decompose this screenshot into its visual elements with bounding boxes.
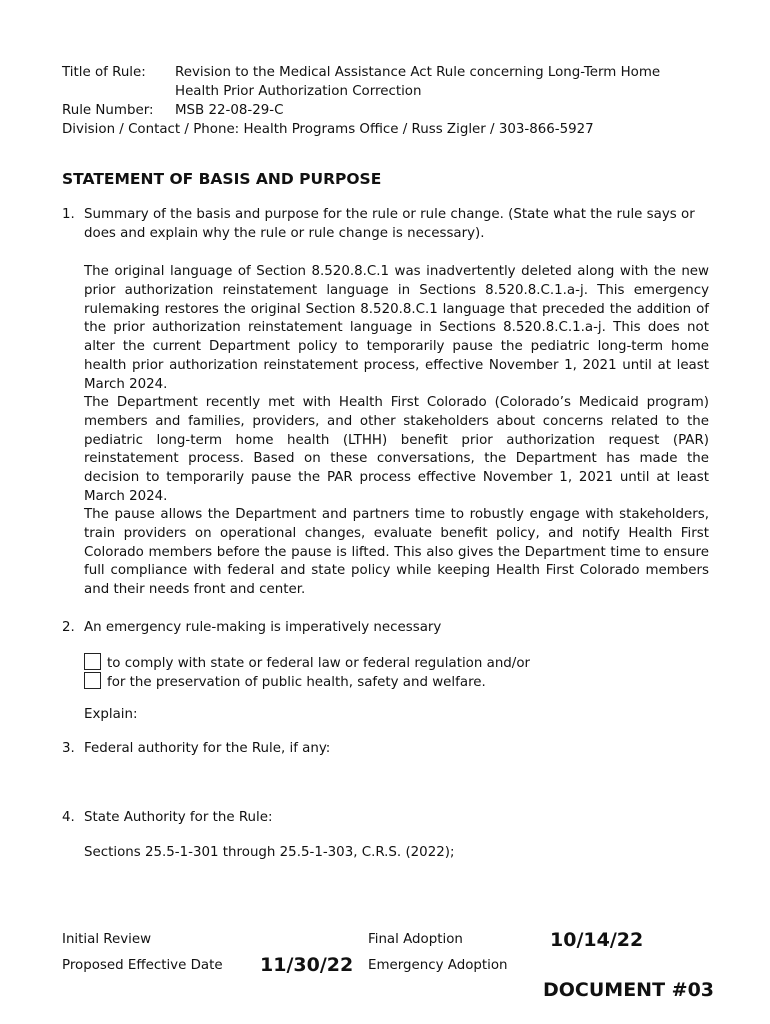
option-preservation-row: [84, 672, 486, 690]
contact-value: Health Programs Office / Russ Zigler / 303-866-5927: [243, 122, 594, 137]
item-2-number: 2.: [62, 620, 75, 635]
proposed-effective-date-label: Proposed Effective Date: [62, 958, 223, 973]
initial-review-label: Initial Review: [62, 932, 152, 947]
item-2-text: An emergency rule-making is imperatively necessary: [84, 620, 442, 635]
option-preservation-label: for the preservation of public health, safety and welfare.: [107, 675, 486, 690]
rule-number-label: Rule Number:: [62, 103, 154, 118]
title-label: Title of Rule:: [62, 65, 146, 80]
paragraph-2: The Department recently met with Health First Colorado (Colorado’s Medicaid program) members and families, providers, and other stakeholders about concerns related to the pediatric long-term home health (LTHH) benefit prior authorization request (PAR) reinstatement process. Based on these conversations, the Department has made the decision to temporarily pause the PAR process effective November 1, 2021 until at least March 2024.: [84, 395, 709, 504]
item-1-number: 1.: [62, 207, 75, 222]
section-heading: STATEMENT OF BASIS AND PURPOSE: [62, 170, 382, 188]
paragraph-3: The pause allows the Department and partners time to robustly engage with stakeholders, train providers on operational changes, evaluate benefit policy, and notify Health First Colorado members before the pause is lifted. This also gives the Department time to ensure full compliance with federal and state policy while keeping Health First Colorado members and their needs front and center.: [84, 507, 709, 598]
rule-number: MSB 22-08-29-C: [175, 103, 284, 118]
explain-label: Explain:: [84, 707, 138, 722]
item-3-number: 3.: [62, 741, 75, 756]
final-adoption-date: 10/14/22: [550, 929, 644, 951]
emergency-adoption-label: Emergency Adoption: [368, 958, 508, 973]
contact-row: [62, 120, 594, 139]
title-row: [62, 63, 660, 82]
comply-checkbox[interactable]: [84, 653, 101, 670]
final-adoption-label: Final Adoption: [368, 932, 463, 947]
item-4-number: 4.: [62, 810, 75, 825]
item-4-text: State Authority for the Rule:: [84, 810, 273, 825]
item-1-line-2: does and explain why the rule or rule change is necessary).: [84, 226, 485, 241]
proposed-effective-date: 11/30/22: [260, 954, 354, 976]
item-1-line-1: Summary of the basis and purpose for the rule or rule change. (State what the rule says or: [84, 207, 695, 222]
title-line-2: Health Prior Authorization Correction: [175, 84, 422, 99]
title-row-2: [62, 82, 421, 101]
option-comply-label: to comply with state or federal law or federal regulation and/or: [107, 656, 531, 671]
state-authority-sections: Sections 25.5-1-301 through 25.5-1-303, C.R.S. (2022);: [84, 845, 455, 860]
title-line-1: Revision to the Medical Assistance Act Rule concerning Long-Term Home: [175, 65, 661, 80]
document-number: DOCUMENT #03: [543, 979, 715, 1001]
rule-number-row: [62, 101, 283, 120]
paragraph-1: The original language of Section 8.520.8.C.1 was inadvertently deleted along with the new prior authorization reinstatement language in Sections 8.520.8.C.1.a-j. This emergency rulemaking restores the original Section 8.520.8.C.1 language that preceded the addition of the prior authorization reinstatement language in Sections 8.520.8.C.1.a-j. This does not alter the current Department policy to temporarily pause the pediatric long-term home health prior authorization reinstatement process, effective November 1, 2021 until at least March 2024.: [84, 264, 709, 392]
preservation-checkbox[interactable]: [84, 672, 101, 689]
item-3-text: Federal authority for the Rule, if any:: [84, 741, 331, 756]
option-comply-row: [84, 653, 530, 671]
contact-label: Division / Contact / Phone:: [62, 122, 240, 137]
